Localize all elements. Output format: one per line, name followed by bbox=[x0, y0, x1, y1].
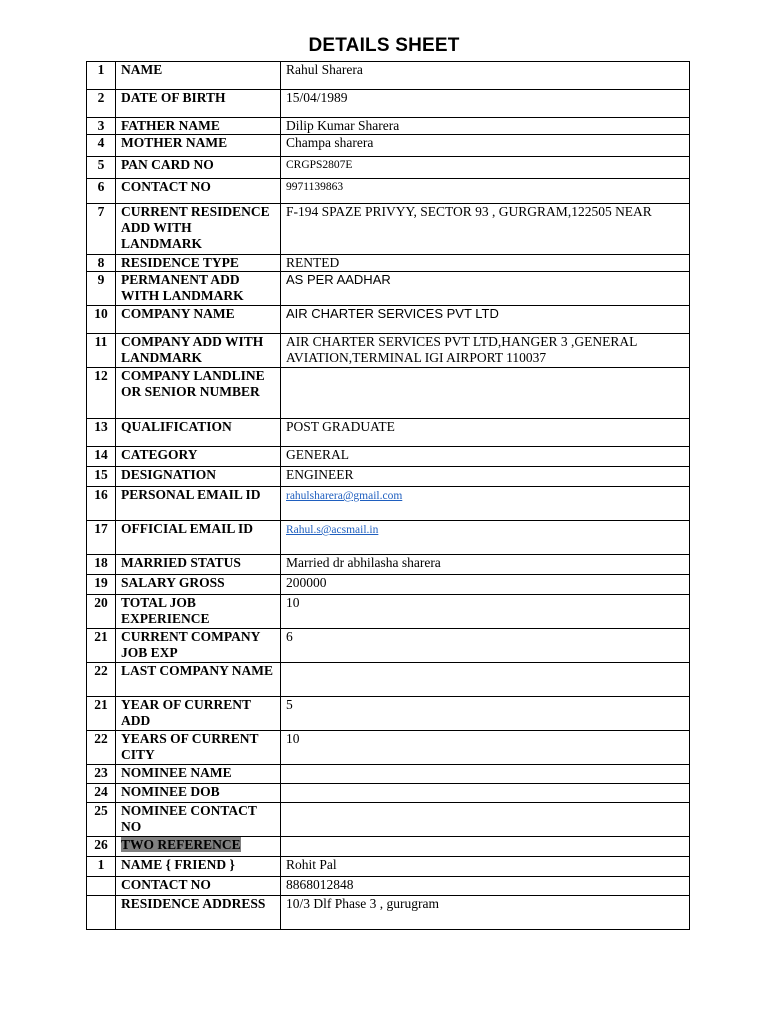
field-value: POST GRADUATE bbox=[286, 419, 395, 434]
table-row bbox=[87, 575, 690, 595]
field-label: CONTACT NO bbox=[121, 179, 211, 194]
field-label: TWO REFERENCE bbox=[121, 837, 241, 852]
field-label: SALARY GROSS bbox=[121, 575, 225, 590]
field-value: Rahul Sharera bbox=[286, 62, 363, 77]
field-value: AIR CHARTER SERVICES PVT LTD bbox=[286, 306, 499, 321]
table-row bbox=[87, 467, 690, 487]
field-value: AIR CHARTER SERVICES PVT LTD,HANGER 3 ,GENERAL AVIATION,TERMINAL IGI AIRPORT 110037 bbox=[286, 334, 637, 365]
row-number: 7 bbox=[87, 204, 116, 255]
row-number: 17 bbox=[87, 521, 116, 555]
table-row bbox=[87, 118, 690, 135]
row-number: 13 bbox=[87, 419, 116, 447]
field-value: AS PER AADHAR bbox=[286, 272, 391, 287]
field-label-cell bbox=[116, 447, 281, 467]
field-label: RESIDENCE ADDRESS bbox=[121, 896, 266, 911]
table-row bbox=[87, 204, 690, 255]
table-row bbox=[87, 857, 690, 877]
table-row bbox=[87, 419, 690, 447]
field-value-cell bbox=[281, 803, 690, 837]
field-label-cell bbox=[116, 204, 281, 255]
field-value-cell bbox=[281, 179, 690, 204]
field-value-cell bbox=[281, 447, 690, 467]
field-value-cell bbox=[281, 784, 690, 803]
field-value-cell bbox=[281, 135, 690, 157]
row-number: 9 bbox=[87, 272, 116, 306]
field-label: COMPANY NAME bbox=[121, 306, 235, 321]
row-number: 11 bbox=[87, 334, 116, 368]
field-label-cell bbox=[116, 179, 281, 204]
field-value: ENGINEER bbox=[286, 467, 354, 482]
table-row bbox=[87, 555, 690, 575]
row-number bbox=[87, 877, 116, 896]
row-number: 6 bbox=[87, 179, 116, 204]
field-value-cell bbox=[281, 521, 690, 555]
field-label: NOMINEE CONTACT NO bbox=[121, 803, 257, 834]
field-label-cell bbox=[116, 334, 281, 368]
field-value-cell bbox=[281, 368, 690, 419]
field-label-cell bbox=[116, 368, 281, 419]
table-row bbox=[87, 877, 690, 896]
field-label: MOTHER NAME bbox=[121, 135, 228, 150]
field-value-cell bbox=[281, 306, 690, 334]
table-row bbox=[87, 179, 690, 204]
table-row bbox=[87, 837, 690, 857]
field-label: PERMANENT ADD WITH LANDMARK bbox=[121, 272, 244, 303]
details-table bbox=[86, 61, 690, 930]
field-label: CONTACT NO bbox=[121, 877, 211, 892]
field-label: YEARS OF CURRENT CITY bbox=[121, 731, 259, 762]
table-row bbox=[87, 731, 690, 765]
row-number: 5 bbox=[87, 157, 116, 179]
field-label-cell bbox=[116, 731, 281, 765]
field-label: DATE OF BIRTH bbox=[121, 90, 226, 105]
table-row bbox=[87, 896, 690, 930]
field-value: 10/3 Dlf Phase 3 , gurugram bbox=[286, 896, 439, 911]
row-number: 20 bbox=[87, 595, 116, 629]
field-label: FATHER NAME bbox=[121, 118, 220, 133]
field-value-cell bbox=[281, 62, 690, 90]
field-value: RENTED bbox=[286, 255, 340, 270]
field-label-cell bbox=[116, 306, 281, 334]
page-title: DETAILS SHEET bbox=[308, 35, 460, 56]
field-value: 15/04/1989 bbox=[286, 90, 348, 105]
email-link[interactable]: rahulsharera@gmail.com bbox=[286, 490, 403, 502]
field-label: OFFICIAL EMAIL ID bbox=[121, 521, 254, 536]
field-label: COMPANY ADD WITH LANDMARK bbox=[121, 334, 264, 365]
row-number: 19 bbox=[87, 575, 116, 595]
field-value: Champa sharera bbox=[286, 135, 374, 150]
field-value: CRGPS2807E bbox=[286, 159, 353, 171]
row-number: 22 bbox=[87, 663, 116, 697]
table-row bbox=[87, 135, 690, 157]
field-label-cell bbox=[116, 629, 281, 663]
row-number: 21 bbox=[87, 629, 116, 663]
table-row bbox=[87, 62, 690, 90]
field-label-cell bbox=[116, 877, 281, 896]
field-value-cell bbox=[281, 204, 690, 255]
row-number: 21 bbox=[87, 697, 116, 731]
field-label-cell bbox=[116, 697, 281, 731]
field-label-cell bbox=[116, 90, 281, 118]
field-label: DESIGNATION bbox=[121, 467, 217, 482]
field-value-cell bbox=[281, 255, 690, 272]
field-value-cell bbox=[281, 90, 690, 118]
field-label-cell bbox=[116, 135, 281, 157]
table-row bbox=[87, 255, 690, 272]
field-label: LAST COMPANY NAME bbox=[121, 663, 274, 678]
table-row bbox=[87, 784, 690, 803]
field-value: 9971139863 bbox=[286, 181, 344, 193]
field-value-cell bbox=[281, 837, 690, 857]
field-label: TOTAL JOB EXPERIENCE bbox=[121, 595, 210, 626]
row-number bbox=[87, 896, 116, 930]
field-label-cell bbox=[116, 896, 281, 930]
field-value-cell bbox=[281, 896, 690, 930]
field-value-cell bbox=[281, 697, 690, 731]
row-number: 22 bbox=[87, 731, 116, 765]
field-label-cell bbox=[116, 157, 281, 179]
field-value-cell bbox=[281, 118, 690, 135]
row-number: 12 bbox=[87, 368, 116, 419]
field-label-cell bbox=[116, 255, 281, 272]
table-row bbox=[87, 487, 690, 521]
field-label: CURRENT COMPANY JOB EXP bbox=[121, 629, 260, 660]
field-value-cell bbox=[281, 419, 690, 447]
field-label-cell bbox=[116, 784, 281, 803]
table-row bbox=[87, 629, 690, 663]
table-row bbox=[87, 663, 690, 697]
row-number: 25 bbox=[87, 803, 116, 837]
field-label-cell bbox=[116, 521, 281, 555]
field-value: 5 bbox=[286, 697, 293, 712]
field-value-cell bbox=[281, 663, 690, 697]
field-label: COMPANY LANDLINE OR SENIOR NUMBER bbox=[121, 368, 265, 399]
field-label: YEAR OF CURRENT ADD bbox=[121, 697, 251, 728]
table-row bbox=[87, 447, 690, 467]
field-value: Rohit Pal bbox=[286, 857, 337, 872]
row-number: 23 bbox=[87, 765, 116, 784]
field-label: PAN CARD NO bbox=[121, 157, 214, 172]
field-value-cell bbox=[281, 575, 690, 595]
field-label-cell bbox=[116, 803, 281, 837]
field-value: 200000 bbox=[286, 575, 327, 590]
field-label: PERSONAL EMAIL ID bbox=[121, 487, 261, 502]
field-value: 10 bbox=[286, 595, 300, 610]
table-row bbox=[87, 368, 690, 419]
field-label: CURRENT RESIDENCE ADD WITH LANDMARK bbox=[121, 204, 270, 251]
table-row bbox=[87, 90, 690, 118]
row-number: 4 bbox=[87, 135, 116, 157]
field-value-cell bbox=[281, 157, 690, 179]
field-value: 10 bbox=[286, 731, 300, 746]
field-label-cell bbox=[116, 118, 281, 135]
field-label-cell bbox=[116, 575, 281, 595]
field-label-cell bbox=[116, 487, 281, 521]
email-link[interactable]: Rahul.s@acsmail.in bbox=[286, 524, 379, 536]
field-label-cell bbox=[116, 595, 281, 629]
field-label: QUALIFICATION bbox=[121, 419, 232, 434]
field-value-cell bbox=[281, 555, 690, 575]
field-value-cell bbox=[281, 595, 690, 629]
field-label: CATEGORY bbox=[121, 447, 198, 462]
field-value: 6 bbox=[286, 629, 293, 644]
table-row bbox=[87, 595, 690, 629]
row-number: 14 bbox=[87, 447, 116, 467]
field-label-cell bbox=[116, 837, 281, 857]
field-label-cell bbox=[116, 765, 281, 784]
field-label-cell bbox=[116, 419, 281, 447]
row-number: 16 bbox=[87, 487, 116, 521]
field-value-cell bbox=[281, 731, 690, 765]
row-number: 2 bbox=[87, 90, 116, 118]
row-number: 3 bbox=[87, 118, 116, 135]
field-value: F-194 SPAZE PRIVYY, SECTOR 93 , GURGRAM,122505 NEAR bbox=[286, 204, 652, 219]
field-value-cell bbox=[281, 487, 690, 521]
table-row bbox=[87, 521, 690, 555]
table-row bbox=[87, 157, 690, 179]
field-label-cell bbox=[116, 555, 281, 575]
field-value-cell bbox=[281, 272, 690, 306]
row-number: 15 bbox=[87, 467, 116, 487]
field-label-cell bbox=[116, 467, 281, 487]
field-label-cell bbox=[116, 663, 281, 697]
row-number: 10 bbox=[87, 306, 116, 334]
table-row bbox=[87, 803, 690, 837]
field-value-cell bbox=[281, 629, 690, 663]
field-value: 8868012848 bbox=[286, 877, 354, 892]
field-label: NAME bbox=[121, 62, 163, 77]
row-number: 8 bbox=[87, 255, 116, 272]
row-number: 26 bbox=[87, 837, 116, 857]
table-row bbox=[87, 765, 690, 784]
table-row bbox=[87, 334, 690, 368]
field-value-cell bbox=[281, 765, 690, 784]
details-table-body bbox=[87, 62, 690, 930]
field-label-cell bbox=[116, 272, 281, 306]
field-label: MARRIED STATUS bbox=[121, 555, 241, 570]
field-value: Married dr abhilasha sharera bbox=[286, 555, 441, 570]
field-value-cell bbox=[281, 877, 690, 896]
table-row bbox=[87, 697, 690, 731]
field-label-cell bbox=[116, 857, 281, 877]
row-number: 1 bbox=[87, 62, 116, 90]
field-label: NOMINEE DOB bbox=[121, 784, 220, 799]
field-label: NOMINEE NAME bbox=[121, 765, 232, 780]
field-label: RESIDENCE TYPE bbox=[121, 255, 239, 270]
table-row bbox=[87, 306, 690, 334]
field-value: Dilip Kumar Sharera bbox=[286, 118, 400, 133]
row-number: 18 bbox=[87, 555, 116, 575]
row-number: 24 bbox=[87, 784, 116, 803]
row-number: 1 bbox=[87, 857, 116, 877]
field-value-cell bbox=[281, 334, 690, 368]
field-value: GENERAL bbox=[286, 447, 349, 462]
field-label: NAME { FRIEND } bbox=[121, 857, 235, 872]
field-label-cell bbox=[116, 62, 281, 90]
field-value-cell bbox=[281, 857, 690, 877]
field-value-cell bbox=[281, 467, 690, 487]
table-row bbox=[87, 272, 690, 306]
